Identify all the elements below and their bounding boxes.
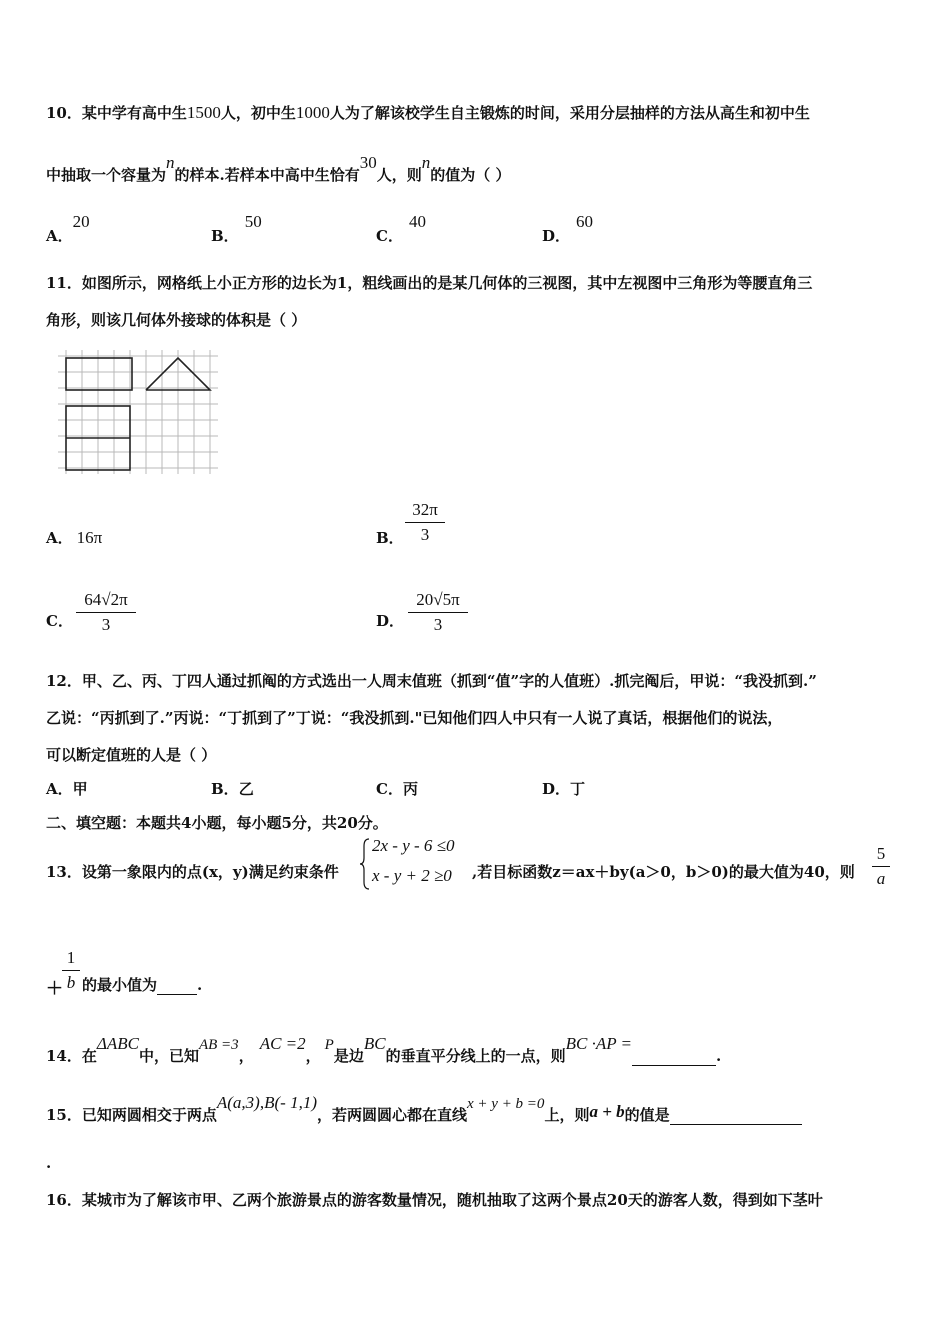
q12-line1: 12．甲、乙、丙、丁四人通过抓阄的方式选出一人周末值班（抓到“值”字的人值班）.抓完阄后，甲说：“我没抓到.” <box>46 672 817 690</box>
q14-answer-blank[interactable] <box>632 1065 716 1066</box>
q10-option-a[interactable]: A．20 <box>46 212 90 245</box>
q12-line2: 乙说：“丙抓到了.”丙说：“丁抓到了”丁说：“我没抓到."已知他们四人中只有一人说了真话，根据他们的说法， <box>46 709 783 727</box>
q13-constraint-2: x - y + 2 ≥0 <box>372 866 452 885</box>
q15-period: . <box>46 1154 52 1172</box>
q11-option-b-label[interactable]: B． <box>376 529 404 547</box>
q16-line1: 16．某城市为了解该市甲、乙两个旅游景点的游客数量情况，随机抽取了这两个景点20天的游客人数，得到如下茎叶 <box>46 1191 823 1209</box>
q13-plus: ＋ <box>46 979 63 999</box>
q11-option-c-fraction: 64√2π 3 <box>76 590 136 635</box>
q10-line1: 10．某中学有高中生1500人，初中生1000人为了解该校学生自主锻炼的时间，采用分层抽样的方法从高生和初中生 <box>46 103 810 122</box>
q11-option-b-fraction: 32π 3 <box>405 500 445 545</box>
q11-option-d-label[interactable]: D． <box>376 612 405 630</box>
q15-text: 15．已知两圆相交于两点A(a,3),B(- 1,1)，若两圆圆心都在直线x + y + b =0上，则a + b的值是 <box>46 1104 802 1125</box>
brace-icon <box>360 838 370 890</box>
q12-option-a[interactable]: A．甲 <box>46 780 88 798</box>
q10-option-c[interactable]: C．40 <box>376 212 426 245</box>
q10-line2: 中抽取一个容量为n的样本.若样本中高中生恰有30人，则n的值为（ ） <box>46 153 511 184</box>
q13-text3: 的最小值为 . <box>82 976 203 994</box>
q10-option-b[interactable]: B．50 <box>211 212 262 245</box>
section-heading: 二、填空题：本题共4小题，每小题5分，共20分。 <box>46 814 388 832</box>
q13-answer-blank[interactable] <box>157 994 197 995</box>
q11-option-a[interactable]: A． 16π <box>46 528 103 547</box>
q11-option-c-label[interactable]: C． <box>46 612 73 630</box>
q10-option-d[interactable]: D．60 <box>542 212 594 245</box>
q11-line2: 角形，则该几何体外接球的体积是（ ） <box>46 311 307 329</box>
q13-text1: 13．设第一象限内的点(x，y)满足约束条件 <box>46 863 339 881</box>
q12-option-c[interactable]: C．丙 <box>376 780 418 798</box>
q13-fraction-5a: 5 a <box>872 844 890 889</box>
q13-fraction-1b: 1 b <box>62 948 80 993</box>
three-view-figure <box>56 350 222 478</box>
q12-line3: 可以断定值班的人是（ ） <box>46 746 217 764</box>
q12-option-b[interactable]: B．乙 <box>211 780 254 798</box>
q13-text2: ,若目标函数z＝ax＋by(a＞0，b＞0)的最大值为40，则 <box>472 863 855 881</box>
q11-option-d-fraction: 20√5π 3 <box>408 590 468 635</box>
q13-constraint-1: 2x - y - 6 ≤0 <box>372 836 455 855</box>
q14-text: 14．在ΔABC中，已知AB =3，AC =2，P是边BC的垂直平分线上的一点，则BC ·AP =. <box>46 1034 722 1065</box>
q15-answer-blank[interactable] <box>670 1124 802 1125</box>
q11-line1: 11．如图所示，网格纸上小正方形的边长为1，粗线画出的是某几何体的三视图，其中左视图中三角形为等腰直角三 <box>46 274 813 292</box>
q12-option-d[interactable]: D．丁 <box>542 780 586 798</box>
